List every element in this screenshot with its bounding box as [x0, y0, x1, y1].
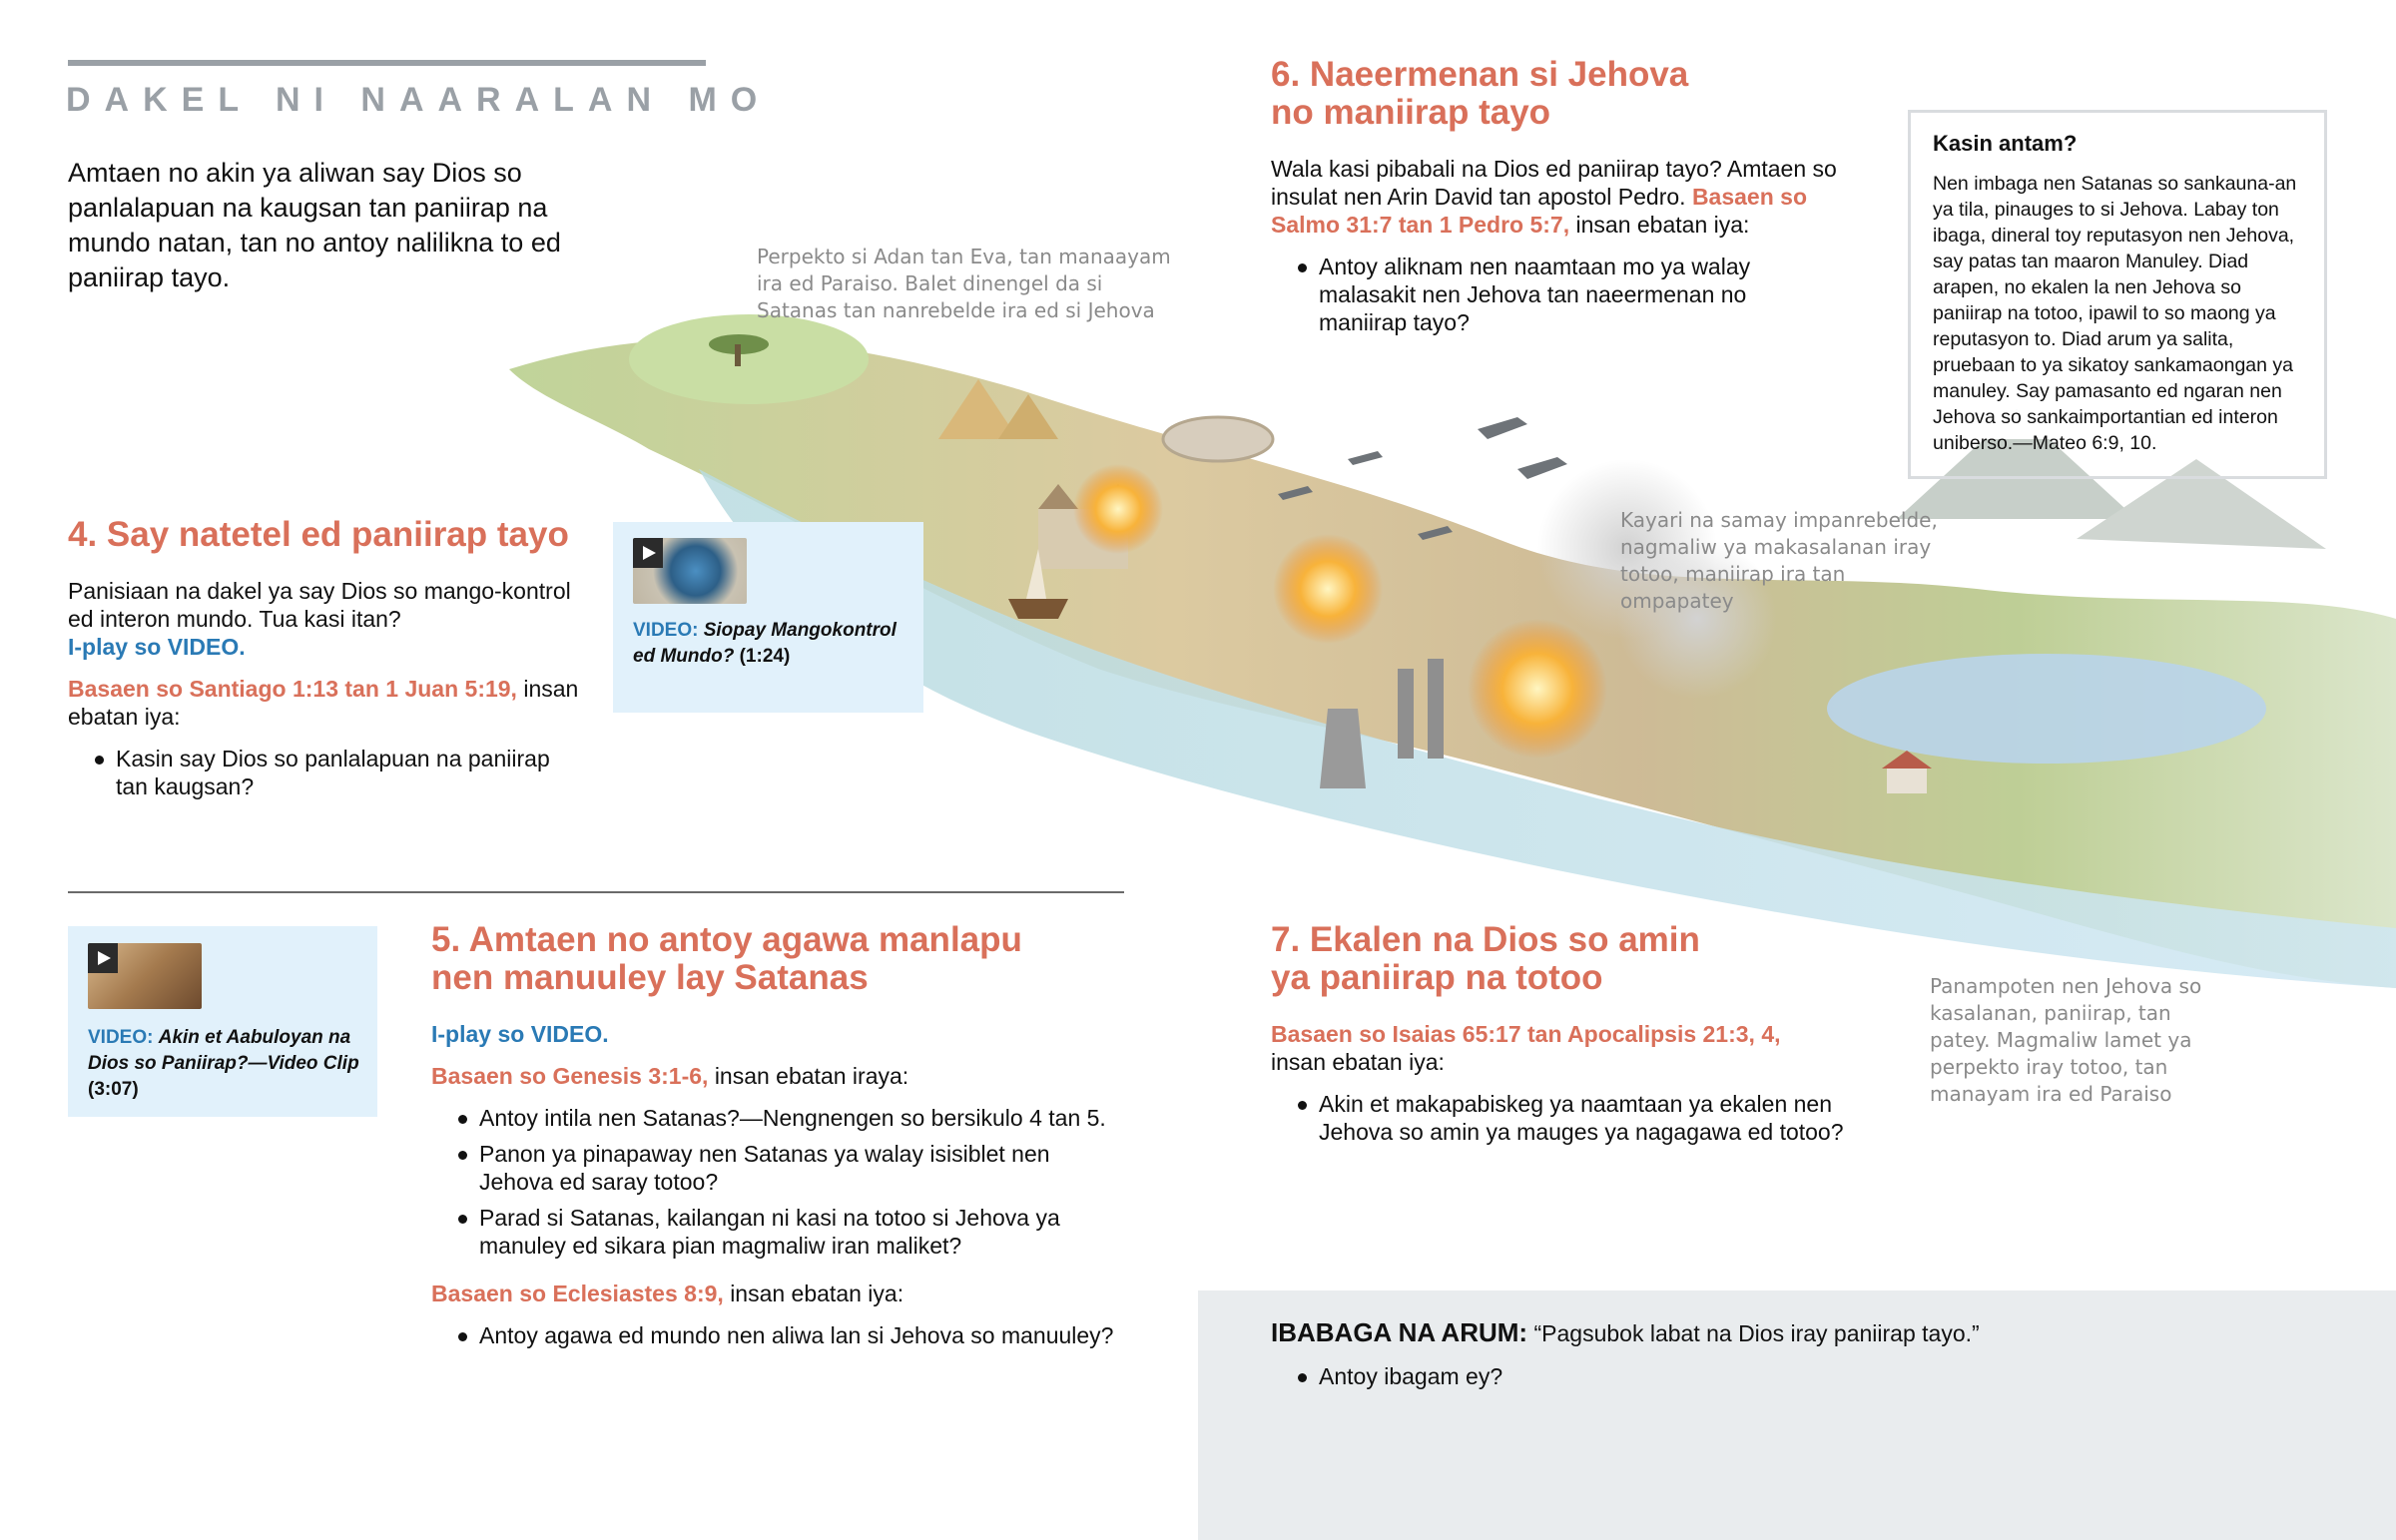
section-4-ref-suffix: insan ebatan iya:: [68, 676, 579, 730]
intro-text: Amtaen no akin ya aliwan say Dios so panlalapuan na kaugsan tan paniirap na mundo natan, tan no antoy nalilikna to ed paniirap tayo.: [68, 158, 561, 292]
section-7-questions: [1271, 1090, 1850, 1146]
others-say-quote: “Pagsubok labat na Dios iray paniirap tayo.”: [1533, 1320, 1980, 1346]
section-5-reference-1: [431, 1062, 1130, 1090]
section-5-scripture-ref-2[interactable]: Basaen so Eclesiastes 8:9,: [431, 1281, 724, 1306]
section-5-scripture-ref-1[interactable]: Basaen so Genesis 3:1-6,: [431, 1063, 709, 1089]
section-4-video-caption: [633, 618, 912, 670]
sidebar-body: Nen imbaga nen Satanas so sankauna-an ya tila, pinauges to si Jehova. Labay ton ibaga, dineral toy reputasyon nen Jehova, say patas tan maaron Manuley. Diad arapen, no ekalen la nen Jehova so paniirap na totoo, ipawil to so maong ya reputasyon to. Diad arum ya salita, pruebaan to ya sikatoy sankamaongan ya manuley. Say pamasanto ed ngaran nen Jehova so sankaimportantian ed interon uniberso.—Mateo 6:9, 10.: [1933, 173, 2297, 454]
others-say-label: IBABAGA NA ARUM:: [1271, 1317, 1528, 1347]
did-you-know-box: [1908, 110, 2327, 479]
section-divider: [68, 891, 1124, 893]
header-rule: [68, 60, 706, 66]
section-7-heading: 7. Ekalen na Dios so amin ya paniirap na totoo: [1271, 920, 1700, 997]
page-title: DAKEL NI NAARALAN MO: [66, 81, 772, 119]
section-4-play-video-link[interactable]: I-play so VIDEO.: [68, 634, 246, 660]
section-4: [68, 516, 587, 808]
play-icon: [633, 538, 663, 568]
section-6: [1271, 56, 1860, 344]
video-duration: (1:24): [739, 646, 791, 667]
video-label: VIDEO:: [88, 1027, 154, 1048]
section-4-scripture-ref[interactable]: Basaen so Santiago 1:13 tan 1 Juan 5:19,: [68, 676, 517, 702]
section-6-question: Antoy aliknam nen naamtaan mo ya walay malasakit nen Jehova tan naeermenan no maniirap tayo?: [1271, 253, 1830, 336]
caption-rebellion: Kayari na samay impanrebelde, nagmaliw ya makasalanan iray totoo, maniirap ira tan ompapatey: [1620, 508, 1938, 613]
video-thumbnail-globe[interactable]: [633, 538, 747, 604]
section-7-question: Akin et makapabiskeg ya naamtaan ya ekalen nen Jehova so amin ya mauges ya nagagawa ed totoo?: [1271, 1090, 1850, 1146]
section-5-question: Antoy agawa ed mundo nen aliwa lan si Jehova so manuuley?: [431, 1321, 1130, 1349]
video-duration: (3:07): [88, 1079, 139, 1100]
section-5-play-video-link[interactable]: I-play so VIDEO.: [431, 1021, 609, 1047]
section-6-scripture-ref[interactable]: Basaen so Salmo 31:7 tan 1 Pedro 5:7,: [1271, 184, 1807, 238]
video-title: Akin et Aabuloyan na Dios so Paniirap?—Video Clip: [88, 1027, 359, 1074]
section-4-video-card[interactable]: [613, 522, 923, 713]
section-5-heading: 5. Amtaen no antoy agawa manlapu nen manuuley lay Satanas: [431, 920, 1022, 997]
section-7: [1271, 921, 1870, 1154]
section-6-heading: 6. Naeermenan si Jehova no maniirap tayo: [1271, 55, 1689, 132]
section-7-reference: [1271, 1020, 1800, 1076]
section-5-questions-2: [431, 1321, 1130, 1349]
section-5-question: Parad si Satanas, kailangan ni kasi na totoo si Jehova ya manuley ed sikara pian magmaliw iran maliket?: [431, 1204, 1110, 1260]
play-icon: [88, 943, 118, 973]
video-title: Siopay Mangokontrol ed Mundo?: [633, 620, 897, 667]
section-6-questions: [1271, 253, 1830, 336]
video-thumbnail-man[interactable]: [88, 943, 202, 1009]
section-4-reference: [68, 675, 587, 731]
section-6-ref-suffix: insan ebatan iya:: [1575, 212, 1750, 238]
section-5-video-caption: [88, 1025, 362, 1103]
section-7-ref-suffix: insan ebatan iya:: [1271, 1049, 1445, 1075]
others-say-question: Antoy ibagam ey?: [1271, 1362, 1502, 1390]
others-say-questions: [1271, 1362, 1502, 1398]
others-say-line: [1271, 1317, 1980, 1348]
section-4-heading: 4. Say natetel ed paniirap tayo: [68, 515, 569, 554]
section-7-scripture-ref[interactable]: Basaen so Isaias 65:17 tan Apocalipsis 21:3, 4,: [1271, 1021, 1781, 1047]
section-5-ref1-suffix: insan ebatan iraya:: [714, 1063, 909, 1089]
section-4-questions: [68, 745, 587, 800]
section-5-video-card[interactable]: [68, 926, 377, 1117]
caption-paradise: Perpekto si Adan tan Eva, tan manaayam ira ed Paraiso. Balet dinengel da si Satanas tan nanrebelde ira ed si Jehova: [757, 245, 1171, 322]
sidebar-title: Kasin antam?: [1933, 131, 2078, 156]
section-5-questions-1: [431, 1104, 1110, 1260]
others-say-box: [1198, 1290, 2396, 1540]
section-6-body-and-reference: [1271, 155, 1860, 239]
section-5: [431, 921, 1130, 1357]
section-6-body: Wala kasi pibabali na Dios ed paniirap tayo? Amtaen so insulat nen Arin David tan apostol Pedro.: [1271, 156, 1837, 210]
section-5-reference-2: [431, 1280, 1130, 1307]
section-5-ref2-suffix: insan ebatan iya:: [730, 1281, 904, 1306]
caption-future: Panampoten nen Jehova so kasalanan, paniirap, tan patey. Magmaliw lamet ya perpekto iray totoo, tan manayam ira ed Paraiso: [1930, 974, 2202, 1106]
section-5-question: Antoy intila nen Satanas?—Nengnengen so bersikulo 4 tan 5.: [431, 1104, 1110, 1132]
section-4-question: Kasin say Dios so panlalapuan na paniirap tan kaugsan?: [68, 745, 587, 800]
video-label: VIDEO:: [633, 620, 699, 641]
section-5-question: Panon ya pinapaway nen Satanas ya walay isisiblet nen Jehova ed saray totoo?: [431, 1140, 1110, 1196]
section-4-body: Panisiaan na dakel ya say Dios so mango-kontrol ed interon mundo. Tua kasi itan?: [68, 578, 571, 632]
